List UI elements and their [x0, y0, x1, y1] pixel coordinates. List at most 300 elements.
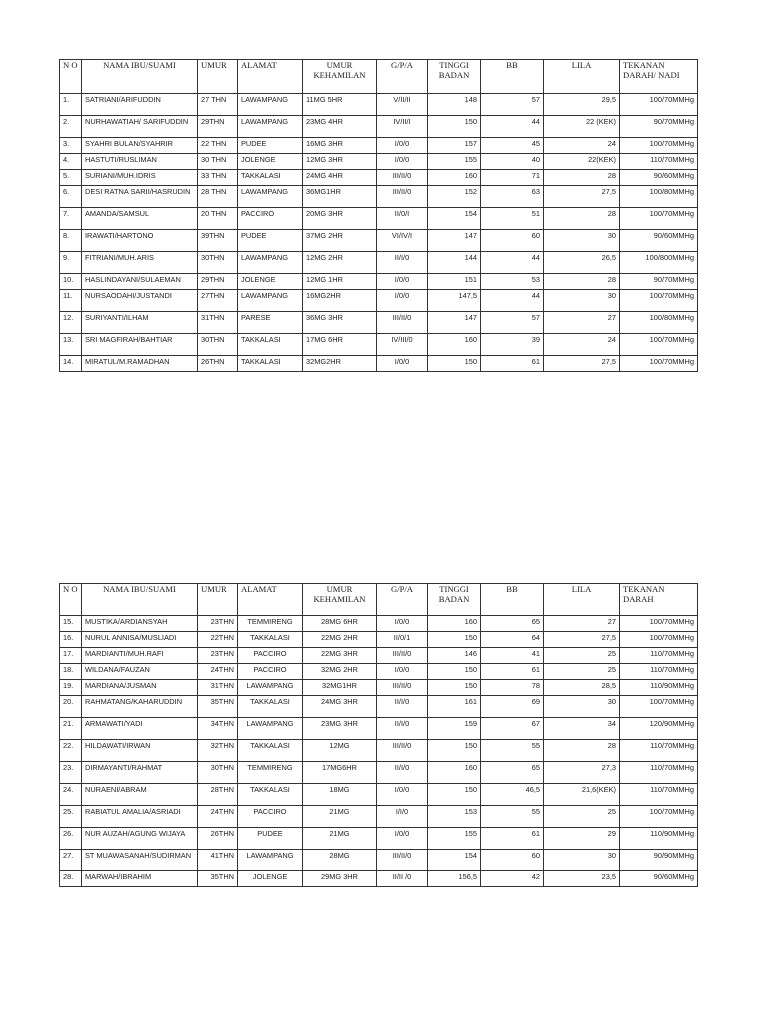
- table-row: [60, 138, 698, 154]
- cell-weight: 67: [481, 718, 544, 740]
- cell-height: 148: [428, 94, 481, 116]
- cell-gestation: 24MG 3HR: [303, 696, 377, 718]
- cell-gpa: II/0/1: [377, 632, 428, 648]
- cell-age: 30THN: [198, 762, 238, 784]
- cell-address: PARESE: [238, 312, 303, 334]
- table-row: [60, 696, 698, 718]
- header-gestation: UMUR KEHAMILAN: [303, 60, 377, 94]
- cell-lila: 27: [544, 312, 620, 334]
- cell-name: MIRATUL/M.RAMADHAN: [82, 356, 198, 372]
- cell-lila: 29: [544, 828, 620, 850]
- table-row: [60, 274, 698, 290]
- cell-name: HILDAWATI/IRWAN: [82, 740, 198, 762]
- table-row: [60, 718, 698, 740]
- cell-blood-pressure: 90/60MMHg: [620, 871, 698, 887]
- cell-blood-pressure: 90/70MMHg: [620, 116, 698, 138]
- cell-gestation: 23MG 3HR: [303, 718, 377, 740]
- cell-gpa: III/II/0: [377, 170, 428, 186]
- table-row: [60, 632, 698, 648]
- cell-address: PACCIRO: [238, 208, 303, 230]
- cell-blood-pressure: 100/70MMHg: [620, 632, 698, 648]
- cell-weight: 45: [481, 138, 544, 154]
- cell-gpa: I/0/0: [377, 616, 428, 632]
- cell-age: 23THN: [198, 616, 238, 632]
- cell-address: PACCIRO: [238, 664, 303, 680]
- cell-gestation: 28MG: [303, 850, 377, 871]
- cell-lila: 34: [544, 718, 620, 740]
- cell-age: 28 THN: [198, 186, 238, 208]
- cell-age: 41THN: [198, 850, 238, 871]
- cell-age: 31THN: [198, 312, 238, 334]
- cell-weight: 39: [481, 334, 544, 356]
- cell-blood-pressure: 120/90MMHg: [620, 718, 698, 740]
- cell-address: PACCIRO: [238, 806, 303, 828]
- cell-name: RABIATUL AMALIA/ASRIADI: [82, 806, 198, 828]
- cell-address: TAKKALASI: [238, 356, 303, 372]
- cell-blood-pressure: 100/80MMHg: [620, 186, 698, 208]
- cell-gestation: 16MG 3HR: [303, 138, 377, 154]
- cell-height: 150: [428, 680, 481, 696]
- header-gpa: G/P/A: [377, 584, 428, 616]
- cell-address: TAKKALASI: [238, 784, 303, 806]
- cell-address: LAWAMPANG: [238, 290, 303, 312]
- cell-no: 18.: [60, 664, 82, 680]
- cell-gpa: I/0/0: [377, 274, 428, 290]
- cell-lila: 28: [544, 274, 620, 290]
- header-gpa: G/P/A: [377, 60, 428, 94]
- cell-height: 157: [428, 138, 481, 154]
- cell-age: 30 THN: [198, 154, 238, 170]
- cell-no: 8.: [60, 230, 82, 252]
- cell-gpa: III/II/0: [377, 648, 428, 664]
- cell-age: 27 THN: [198, 94, 238, 116]
- cell-weight: 69: [481, 696, 544, 718]
- cell-blood-pressure: 110/70MMHg: [620, 784, 698, 806]
- cell-address: LAWAMPANG: [238, 116, 303, 138]
- cell-no: 28.: [60, 871, 82, 887]
- table-row: [60, 740, 698, 762]
- cell-height: 160: [428, 616, 481, 632]
- cell-name: NURAENI/ABRAM: [82, 784, 198, 806]
- cell-name: RAHMATANG/KAHARUDDIN: [82, 696, 198, 718]
- cell-weight: 65: [481, 762, 544, 784]
- cell-gestation: 28MG 6HR: [303, 616, 377, 632]
- cell-name: SYAHRI BULAN/SYAHRIR: [82, 138, 198, 154]
- table-row: [60, 290, 698, 312]
- cell-height: 155: [428, 828, 481, 850]
- cell-no: 26.: [60, 828, 82, 850]
- cell-name: SRI MAGFIRAH/BAHTIAR: [82, 334, 198, 356]
- cell-gestation: 21MG: [303, 828, 377, 850]
- cell-height: 152: [428, 186, 481, 208]
- cell-lila: 30: [544, 850, 620, 871]
- cell-no: 27.: [60, 850, 82, 871]
- cell-no: 11.: [60, 290, 82, 312]
- cell-weight: 78: [481, 680, 544, 696]
- cell-address: LAWAMPANG: [238, 680, 303, 696]
- cell-lila: 30: [544, 696, 620, 718]
- cell-weight: 44: [481, 290, 544, 312]
- header-weight: BB: [481, 60, 544, 94]
- cell-lila: 27,5: [544, 356, 620, 372]
- cell-gestation: 20MG 3HR: [303, 208, 377, 230]
- cell-age: 24THN: [198, 664, 238, 680]
- cell-weight: 57: [481, 312, 544, 334]
- cell-gpa: I/0/0: [377, 138, 428, 154]
- cell-weight: 55: [481, 740, 544, 762]
- cell-gpa: III/II/0: [377, 740, 428, 762]
- header-lila: LILA: [544, 60, 620, 94]
- cell-address: TAKKALASI: [238, 632, 303, 648]
- cell-height: 159: [428, 718, 481, 740]
- cell-name: ST MUAWASANAH/SUDIRMAN: [82, 850, 198, 871]
- header-age: UMUR: [198, 60, 238, 94]
- cell-gestation: 24MG 4HR: [303, 170, 377, 186]
- cell-no: 16.: [60, 632, 82, 648]
- cell-height: 144: [428, 252, 481, 274]
- cell-blood-pressure: 100/70MMHg: [620, 208, 698, 230]
- cell-blood-pressure: 90/90MMHg: [620, 850, 698, 871]
- cell-weight: 64: [481, 632, 544, 648]
- cell-no: 9.: [60, 252, 82, 274]
- cell-age: 26THN: [198, 828, 238, 850]
- cell-lila: 30: [544, 230, 620, 252]
- cell-lila: 30: [544, 290, 620, 312]
- cell-weight: 46,5: [481, 784, 544, 806]
- cell-no: 6.: [60, 186, 82, 208]
- cell-age: 27THN: [198, 290, 238, 312]
- table-row: [60, 616, 698, 632]
- cell-gpa: III/II/0: [377, 186, 428, 208]
- header-address: ALAMAT: [238, 60, 303, 94]
- cell-address: TAKKALASI: [238, 170, 303, 186]
- cell-gestation: 16MG2HR: [303, 290, 377, 312]
- header-height: TINGGI BADAN: [428, 60, 481, 94]
- cell-blood-pressure: 110/90MMHg: [620, 828, 698, 850]
- cell-age: 28THN: [198, 784, 238, 806]
- cell-blood-pressure: 110/90MMHg: [620, 680, 698, 696]
- header-gestation: UMUR KEHAMILAN: [303, 584, 377, 616]
- cell-name: MUSTIKA/ARDIANSYAH: [82, 616, 198, 632]
- cell-weight: 51: [481, 208, 544, 230]
- cell-address: TEMMIRENG: [238, 762, 303, 784]
- cell-blood-pressure: 110/70MMHg: [620, 154, 698, 170]
- cell-blood-pressure: 100/70MMHg: [620, 356, 698, 372]
- cell-gestation: 17MG 6HR: [303, 334, 377, 356]
- cell-weight: 44: [481, 252, 544, 274]
- cell-no: 21.: [60, 718, 82, 740]
- cell-weight: 60: [481, 230, 544, 252]
- cell-address: TAKKALASI: [238, 334, 303, 356]
- table-row: [60, 334, 698, 356]
- cell-gestation: 12MG 2HR: [303, 252, 377, 274]
- table-row: [60, 186, 698, 208]
- cell-blood-pressure: 100/70MMHg: [620, 806, 698, 828]
- cell-age: 29THN: [198, 274, 238, 290]
- cell-gpa: I/0/0: [377, 664, 428, 680]
- cell-gpa: VI/IV/I: [377, 230, 428, 252]
- cell-height: 147: [428, 312, 481, 334]
- cell-gestation: 17MG6HR: [303, 762, 377, 784]
- table-row: [60, 648, 698, 664]
- header-age: UMUR: [198, 584, 238, 616]
- cell-height: 147,5: [428, 290, 481, 312]
- cell-name: SURIANI/MUH.IDRIS: [82, 170, 198, 186]
- cell-gpa: I/0/0: [377, 290, 428, 312]
- cell-weight: 65: [481, 616, 544, 632]
- cell-weight: 55: [481, 806, 544, 828]
- cell-no: 10.: [60, 274, 82, 290]
- cell-gestation: 36MG 3HR: [303, 312, 377, 334]
- table-row: [60, 230, 698, 252]
- cell-weight: 42: [481, 871, 544, 887]
- table-row: [60, 806, 698, 828]
- cell-height: 146: [428, 648, 481, 664]
- table-row: [60, 828, 698, 850]
- cell-height: 156,5: [428, 871, 481, 887]
- cell-height: 150: [428, 784, 481, 806]
- cell-age: 20 THN: [198, 208, 238, 230]
- cell-weight: 41: [481, 648, 544, 664]
- cell-lila: 24: [544, 334, 620, 356]
- cell-lila: 21,6(KEK): [544, 784, 620, 806]
- cell-lila: 26,5: [544, 252, 620, 274]
- cell-gpa: IV/III/0: [377, 334, 428, 356]
- cell-gpa: I/0/0: [377, 356, 428, 372]
- cell-name: IRAWATI/HARTONO: [82, 230, 198, 252]
- cell-gestation: 22MG 3HR: [303, 648, 377, 664]
- cell-blood-pressure: 90/70MMHg: [620, 274, 698, 290]
- cell-gpa: II/II /0: [377, 871, 428, 887]
- cell-name: AMANDA/SAMSUL: [82, 208, 198, 230]
- cell-no: 17.: [60, 648, 82, 664]
- cell-name: NURUL ANNISA/MUSLIADI: [82, 632, 198, 648]
- cell-blood-pressure: 100/800MMHg: [620, 252, 698, 274]
- cell-name: MARWAH/IBRAHIM: [82, 871, 198, 887]
- table-row: [60, 252, 698, 274]
- cell-address: JOLENGE: [238, 274, 303, 290]
- cell-gestation: 32MG 2HR: [303, 664, 377, 680]
- table-row: [60, 850, 698, 871]
- cell-age: 23THN: [198, 648, 238, 664]
- cell-address: TAKKALASI: [238, 696, 303, 718]
- cell-no: 24.: [60, 784, 82, 806]
- cell-height: 150: [428, 116, 481, 138]
- cell-gestation: 36MG1HR: [303, 186, 377, 208]
- cell-name: NURSAODAHI/JUSTANDI: [82, 290, 198, 312]
- cell-lila: 28: [544, 740, 620, 762]
- cell-blood-pressure: 100/70MMHg: [620, 696, 698, 718]
- cell-height: 150: [428, 740, 481, 762]
- cell-age: 26THN: [198, 356, 238, 372]
- cell-name: NUR AUZAH/AGUNG WIJAYA: [82, 828, 198, 850]
- cell-blood-pressure: 90/60MMHg: [620, 230, 698, 252]
- cell-lila: 28: [544, 170, 620, 186]
- cell-weight: 61: [481, 664, 544, 680]
- cell-gpa: I/0/0: [377, 154, 428, 170]
- cell-name: DESI RATNA SARII/HASRUDIN: [82, 186, 198, 208]
- cell-address: LAWAMPANG: [238, 186, 303, 208]
- cell-no: 2.: [60, 116, 82, 138]
- cell-age: 22 THN: [198, 138, 238, 154]
- cell-no: 1.: [60, 94, 82, 116]
- patient-table-2: [59, 583, 698, 887]
- cell-gestation: 12MG 1HR: [303, 274, 377, 290]
- cell-lila: 27,3: [544, 762, 620, 784]
- cell-height: 150: [428, 356, 481, 372]
- cell-age: 35THN: [198, 696, 238, 718]
- cell-gestation: 22MG 2HR: [303, 632, 377, 648]
- cell-gpa: I/I/0: [377, 806, 428, 828]
- cell-lila: 24: [544, 138, 620, 154]
- cell-weight: 53: [481, 274, 544, 290]
- table-row: [60, 356, 698, 372]
- header-blood-pressure: TEKANAN DARAH/ NADI: [620, 60, 698, 94]
- cell-blood-pressure: 110/70MMHg: [620, 740, 698, 762]
- cell-height: 161: [428, 696, 481, 718]
- cell-gpa: I/0/0: [377, 828, 428, 850]
- cell-age: 30THN: [198, 334, 238, 356]
- header-address: ALAMAT: [238, 584, 303, 616]
- table-row: [60, 784, 698, 806]
- cell-height: 154: [428, 850, 481, 871]
- cell-no: 15.: [60, 616, 82, 632]
- cell-address: LAWAMPANG: [238, 850, 303, 871]
- cell-no: 12.: [60, 312, 82, 334]
- table-row: [60, 680, 698, 696]
- cell-address: PUDEE: [238, 828, 303, 850]
- cell-address: TEMMIRENG: [238, 616, 303, 632]
- cell-name: FITRIANI/MUH.ARIS: [82, 252, 198, 274]
- cell-name: MARDIANTI/MUH.RAFI: [82, 648, 198, 664]
- cell-gestation: 32MG2HR: [303, 356, 377, 372]
- cell-no: 22.: [60, 740, 82, 762]
- header-no: N O: [60, 584, 82, 616]
- patient-table-1: [59, 59, 698, 372]
- cell-no: 7.: [60, 208, 82, 230]
- cell-height: 155: [428, 154, 481, 170]
- cell-lila: 28: [544, 208, 620, 230]
- header-name: NAMA IBU/SUAMI: [82, 60, 198, 94]
- cell-height: 160: [428, 334, 481, 356]
- cell-no: 4.: [60, 154, 82, 170]
- cell-height: 160: [428, 762, 481, 784]
- cell-weight: 44: [481, 116, 544, 138]
- cell-address: PACCIRO: [238, 648, 303, 664]
- cell-no: 5.: [60, 170, 82, 186]
- cell-name: HASLINDAYANI/SULAEMAN: [82, 274, 198, 290]
- cell-lila: 25: [544, 806, 620, 828]
- cell-name: SURIYANTI/ILHAM: [82, 312, 198, 334]
- cell-weight: 63: [481, 186, 544, 208]
- cell-address: PUDEE: [238, 230, 303, 252]
- cell-address: PUDEE: [238, 138, 303, 154]
- cell-age: 29THN: [198, 116, 238, 138]
- cell-name: ARMAWATI/YADI: [82, 718, 198, 740]
- cell-age: 24THN: [198, 806, 238, 828]
- table-row: [60, 208, 698, 230]
- cell-no: 25.: [60, 806, 82, 828]
- cell-name: WILDANA/FAUZAN: [82, 664, 198, 680]
- cell-gestation: 32MG1HR: [303, 680, 377, 696]
- table-row: [60, 170, 698, 186]
- cell-gpa: III/II/0: [377, 680, 428, 696]
- cell-no: 20.: [60, 696, 82, 718]
- cell-no: 3.: [60, 138, 82, 154]
- cell-age: 30THN: [198, 252, 238, 274]
- cell-no: 19.: [60, 680, 82, 696]
- cell-blood-pressure: 100/70MMHg: [620, 138, 698, 154]
- cell-gpa: V/II/II: [377, 94, 428, 116]
- header-weight: BB: [481, 584, 544, 616]
- table-row: [60, 154, 698, 170]
- cell-height: 154: [428, 208, 481, 230]
- cell-age: 31THN: [198, 680, 238, 696]
- cell-gestation: 12MG: [303, 740, 377, 762]
- cell-age: 33 THN: [198, 170, 238, 186]
- cell-gpa: II/I/0: [377, 718, 428, 740]
- cell-weight: 57: [481, 94, 544, 116]
- cell-gpa: II/0/I: [377, 208, 428, 230]
- cell-weight: 61: [481, 828, 544, 850]
- cell-address: JOLENGE: [238, 154, 303, 170]
- cell-lila: 27,5: [544, 632, 620, 648]
- cell-gestation: 21MG: [303, 806, 377, 828]
- header-lila: LILA: [544, 584, 620, 616]
- table-row: [60, 762, 698, 784]
- cell-blood-pressure: 100/70MMHg: [620, 290, 698, 312]
- cell-age: 39THN: [198, 230, 238, 252]
- cell-height: 147: [428, 230, 481, 252]
- cell-gestation: 18MG: [303, 784, 377, 806]
- cell-gestation: 12MG 3HR: [303, 154, 377, 170]
- cell-weight: 40: [481, 154, 544, 170]
- cell-weight: 60: [481, 850, 544, 871]
- cell-blood-pressure: 110/70MMHg: [620, 664, 698, 680]
- header-blood-pressure: TEKANAN DARAH: [620, 584, 698, 616]
- cell-gpa: I/0/0: [377, 784, 428, 806]
- cell-lila: 27,5: [544, 186, 620, 208]
- cell-lila: 29,5: [544, 94, 620, 116]
- cell-gpa: II/I/0: [377, 252, 428, 274]
- cell-no: 13.: [60, 334, 82, 356]
- cell-height: 151: [428, 274, 481, 290]
- cell-name: DIRMAYANTI/RAHMAT: [82, 762, 198, 784]
- cell-blood-pressure: 110/70MMHg: [620, 762, 698, 784]
- table-row: [60, 664, 698, 680]
- cell-age: 22THN: [198, 632, 238, 648]
- cell-gpa: III/II/0: [377, 850, 428, 871]
- cell-age: 32THN: [198, 740, 238, 762]
- cell-gpa: II/I/0: [377, 762, 428, 784]
- cell-blood-pressure: 100/70MMHg: [620, 94, 698, 116]
- cell-address: LAWAMPANG: [238, 718, 303, 740]
- cell-blood-pressure: 100/70MMHg: [620, 334, 698, 356]
- header-height: TINGGI BADAN: [428, 584, 481, 616]
- cell-gpa: II/I/0: [377, 696, 428, 718]
- cell-address: LAWAMPANG: [238, 94, 303, 116]
- cell-address: JOLENGE: [238, 871, 303, 887]
- cell-no: 23.: [60, 762, 82, 784]
- header-name: NAMA IBU/SUAMI: [82, 584, 198, 616]
- cell-weight: 61: [481, 356, 544, 372]
- cell-gestation: 37MG 2HR: [303, 230, 377, 252]
- table-row: [60, 312, 698, 334]
- cell-height: 150: [428, 664, 481, 680]
- cell-name: HASTUTI/RUSLIMAN: [82, 154, 198, 170]
- cell-blood-pressure: 100/80MMHg: [620, 312, 698, 334]
- cell-gestation: 11MG 5HR: [303, 94, 377, 116]
